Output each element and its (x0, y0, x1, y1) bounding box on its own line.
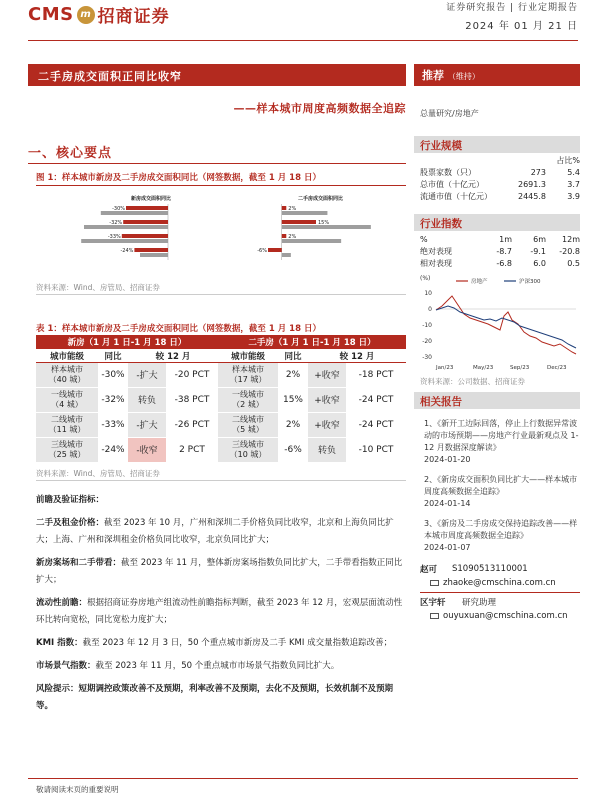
city-cell: 一线城市 （2 城） (218, 387, 278, 412)
logo-mark-icon: m (77, 6, 95, 24)
pct-cell: -20 PCT (166, 362, 218, 387)
city-cell: 样本城市 （17 城） (218, 362, 278, 387)
realestate-line (436, 296, 576, 354)
city-cell: 样本城市 （40 城） (36, 362, 98, 387)
author-email[interactable]: zhaoke@cmschina.com.cn (443, 578, 556, 588)
city-cell: 三线城市 （25 城） (36, 437, 98, 462)
figure-1-charts (36, 188, 406, 273)
author-email-row (420, 576, 580, 590)
yoy-cell: -6% (278, 437, 308, 462)
bar (84, 225, 168, 229)
paragraph: 流动性前瞻：根据招商证券房地产组流动性前瞻指标判断，截至 2023 年 12 月，宏观层面流动性环比转向宽松，同比宽松力度扩大； (36, 598, 403, 625)
rating-bar (414, 64, 580, 86)
author-row (420, 562, 580, 576)
tag-cell: +收窄 (308, 412, 346, 437)
basic-data-table (420, 154, 580, 202)
table-row (36, 412, 406, 437)
summary-table (36, 335, 406, 463)
legend-realestate: 房地产 (471, 279, 488, 285)
table-row: 占比% (556, 155, 580, 165)
author-email[interactable]: ouyuxuan@cmschina.com.cn (443, 611, 568, 621)
body-text (36, 492, 406, 721)
csi300-line (436, 306, 576, 348)
pct-cell: -24 PCT (346, 387, 406, 412)
legend-csi300: 沪深300 (519, 279, 541, 285)
logo-en: CMS (28, 4, 74, 25)
data-label: 2% (288, 206, 297, 212)
table-row: 相对表现 -6.8 6.0 0.5 (420, 258, 580, 268)
bar (268, 248, 282, 252)
tag-cell: -扩大 (128, 362, 166, 387)
risk-paragraph: 风险提示：短期调控政策改善不及预期，利率改善不及预期，去化不及预期，长效机制不及预期等。 (36, 684, 394, 711)
figure-divider (36, 185, 406, 186)
header-divider (28, 40, 578, 41)
source-divider (36, 294, 406, 295)
tag-cell: +收窄 (308, 362, 346, 387)
data-label: 15% (318, 220, 330, 226)
right-chart (257, 204, 371, 260)
paragraph: 市场景气指数：截至 2023 年 11 月，50 个重点城市市场景气指数负同比扩大。 (36, 661, 340, 671)
related-reports (424, 418, 580, 562)
table-row: 股票家数（只） 273 5.4 (420, 167, 580, 177)
author-id: S1090513110001 (452, 564, 528, 574)
bar (134, 248, 168, 252)
table-source: 资料来源：Wind、房管局、招商证券 (36, 469, 160, 478)
bar (282, 206, 287, 210)
report-type: 证券研究报告 | 行业定期报告 (446, 3, 578, 13)
table-row: % 1m 6m 12m (420, 234, 580, 244)
cms-logo (28, 2, 170, 27)
city-cell: 三线城市 （10 城） (218, 437, 278, 462)
bar (81, 239, 168, 243)
y-tick: -20 (422, 338, 432, 345)
paragraph: 新房案场和二手带看：截至 2023 年 11 月，整体新房案场指数负同比扩大，二手带看指数正同比扩大； (36, 558, 403, 585)
report-date: 2024 年 01 月 21 日 (465, 21, 578, 32)
y-tick: 10 (424, 290, 432, 297)
bar (101, 211, 168, 215)
figure-source: 资料来源：Wind、房管局、招商证券 (36, 283, 160, 292)
mail-icon (430, 580, 439, 586)
col-city: 城市能级 (36, 349, 98, 362)
related-report-item[interactable]: 1、《新开工边际回落，停止上行数据异常波动的市场预期——房地产行业最新观点及 1-12 月数据深度解读》 2024-01-20 (424, 419, 579, 464)
data-label: -32% (109, 220, 123, 226)
report-subtitle: ——样本城市周度高频数据全追踪 (233, 102, 406, 115)
footer-note: 敬请阅读末页的重要说明 (36, 785, 119, 794)
data-label: 2% (288, 234, 297, 240)
paragraph: KMI 指数：截至 2023 年 12 月 3 日，50 个重点城市新房及二手 KMI 成交量指数追踪改善； (36, 638, 393, 648)
y-tick: -30 (422, 354, 432, 361)
report-title: 二手房成交面积正同比收窄 (28, 64, 406, 86)
pct-cell: -10 PCT (346, 437, 406, 462)
bar (282, 234, 287, 238)
related-report-item[interactable]: 3、《新房及二手房成交保持追踪改善——样本城市周度高频数据全追踪》 2024-01-07 (424, 519, 578, 552)
data-label: -6% (257, 248, 267, 254)
yoy-cell: -33% (98, 412, 128, 437)
bar (123, 220, 168, 224)
pct-cell: -18 PCT (346, 362, 406, 387)
bar (122, 234, 168, 238)
y-tick: -10 (422, 322, 432, 329)
section-divider (28, 163, 406, 164)
yoy-cell: 2% (278, 362, 308, 387)
source-divider (36, 480, 406, 481)
basic-data-head: 行业规模 (414, 136, 580, 153)
tag-cell: +收窄 (308, 387, 346, 412)
table-subheader-row (36, 349, 406, 362)
industry-label: 总量研究/房地产 (420, 109, 479, 118)
author-name: 赵可 (420, 565, 438, 575)
city-cell: 二线城市 （11 城） (36, 412, 98, 437)
rating-note: （维持） (447, 72, 480, 81)
author-title: 研究助理 (462, 598, 497, 608)
yoy-cell: -24% (98, 437, 128, 462)
table-row (36, 362, 406, 387)
pct-cell: 2 PCT (166, 437, 218, 462)
tag-cell: 转负 (308, 437, 346, 462)
yoy-cell: -32% (98, 387, 128, 412)
tag-cell: -扩大 (128, 412, 166, 437)
col-yoy: 同比 (278, 349, 308, 362)
tag-cell: 转负 (128, 387, 166, 412)
table-row (36, 387, 406, 412)
data-label: -33% (107, 234, 121, 240)
table-row: 总市值（十亿元） 2691.3 3.7 (420, 179, 580, 189)
city-cell: 二线城市 （5 城） (218, 412, 278, 437)
col-vs: 较 12 月 (308, 349, 406, 362)
yoy-cell: 2% (278, 412, 308, 437)
bar (126, 206, 168, 210)
x-tick: Jan/23 (436, 365, 454, 371)
reports-head: 相关报告 (414, 392, 580, 409)
x-tick: May/23 (473, 365, 494, 371)
table-row (36, 437, 406, 462)
new-house-header: 新房（1 月 1 日-1 月 18 日） (36, 335, 218, 349)
logo-cn: 招商证券 (97, 7, 170, 27)
index-head: 行业指数 (414, 214, 580, 231)
paragraph: 二手及租金价格：截至 2023 年 10 月，广州和深圳二手价格负同比收窄，北京和上海负同比扩大；上海、广州和深圳租金价格负同比收窄，北京负同比扩大； (36, 518, 394, 545)
author-name: 区宇轩 (420, 598, 446, 608)
figure-title: 图 1：样本城市新房及二手房成交面积同比（网签数据，截至 1 月 18 日） (36, 173, 321, 183)
mini-unit: (%) (420, 275, 431, 282)
left-chart-title: 新房成交面积同比 (131, 196, 172, 202)
tag-cell: -收窄 (128, 437, 166, 462)
author-divider (420, 592, 580, 593)
data-label: -30% (112, 206, 125, 212)
author-email-row (420, 609, 580, 623)
col-vs: 较 12 月 (128, 349, 218, 362)
yoy-cell: -30% (98, 362, 128, 387)
index-table (420, 233, 580, 269)
pct-cell: -38 PCT (166, 387, 218, 412)
y-tick: 0 (428, 306, 432, 313)
left-chart (81, 204, 168, 260)
city-cell: 一线城市 （4 城） (36, 387, 98, 412)
index-mini-chart (418, 272, 580, 372)
page-header (0, 0, 600, 40)
section-title: 一、核心要点 (28, 146, 113, 161)
table-header-row (36, 335, 406, 349)
bar (140, 253, 168, 257)
author-row (420, 595, 580, 609)
x-tick: Sep/23 (510, 365, 530, 371)
table-row: 流通市值（十亿元） 2445.8 3.9 (420, 191, 580, 201)
yoy-cell: 15% (278, 387, 308, 412)
bar (282, 220, 316, 224)
data-label: -24% (120, 248, 134, 254)
col-yoy: 同比 (98, 349, 128, 362)
pct-cell: -24 PCT (346, 412, 406, 437)
mini-chart-source: 资料来源：公司数据、招商证券 (420, 377, 525, 386)
right-chart-title: 二手房成交面积同比 (298, 196, 344, 202)
rating: 推荐 (422, 69, 444, 82)
col-city: 城市能级 (218, 349, 278, 362)
bar (282, 253, 291, 257)
pct-cell: -26 PCT (166, 412, 218, 437)
footer-divider (28, 778, 578, 779)
x-tick: Dec/23 (547, 365, 567, 371)
table-title: 表 1：样本城市新房及二手房成交面积同比（网签数据，截至 1 月 18 日） (36, 324, 321, 334)
mail-icon (430, 613, 439, 619)
header-meta (446, 0, 578, 32)
authors-block (420, 562, 580, 623)
table-row: 绝对表现 -8.7 -9.1 -20.8 (420, 246, 580, 256)
used-house-header: 二手房（1 月 1 日-1 月 18 日） (218, 335, 406, 349)
related-report-item[interactable]: 2、《新房成交面积负同比扩大——样本城市周度高频数据全追踪》 2024-01-14 (424, 475, 578, 508)
lead-paragraph: 前瞻及验证指标： (36, 495, 105, 505)
